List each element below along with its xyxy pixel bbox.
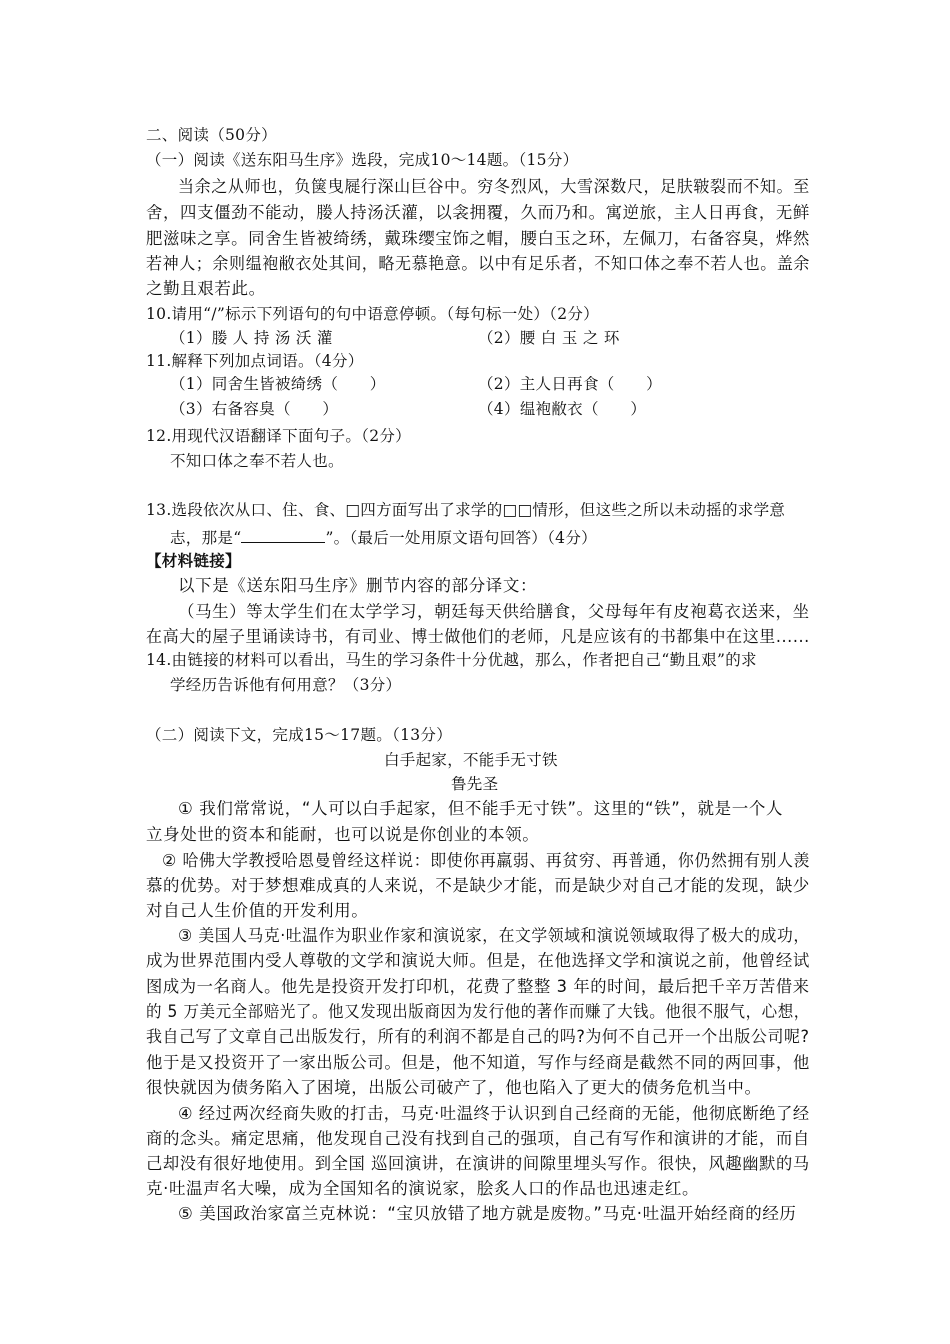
- answer-blank[interactable]: [241, 528, 325, 543]
- article-line: 成为世界范围内受人尊敬的文学和演说大师。但是，在他选择文学和演说之前，他曾经试: [146, 951, 810, 970]
- part1-heading: （一）阅读《送东阳马生序》选段，完成10～14题。（15分）: [146, 151, 579, 169]
- article-line: 慕的优势。对于梦想难成真的人来说，不是缺少才能，而是缺少对自己才能的发现，缺少: [146, 876, 810, 895]
- question-12-stem: 12.用现代汉语翻译下面句子。（2分）: [146, 427, 411, 445]
- question-14-line-1: 14.由链接的材料可以看出，马生的学习条件十分优越，那么，作者把自己“勤且艰”的求: [146, 651, 757, 669]
- article-author: 鲁先圣: [451, 775, 499, 793]
- question-11-stem: 11.解释下列加点词语。（4分）: [146, 352, 364, 370]
- passage-line: 舍，四支僵劲不能动，媵人持汤沃灌，以衾拥覆，久而乃和。寓逆旅，主人日再食，无鲜: [146, 203, 810, 222]
- question-14-line-2: 学经历告诉他有何用意？（3分）: [170, 676, 402, 694]
- article-line: 对自己人生价值的开发利用。: [146, 901, 369, 920]
- question-10-stem: 10.请用“/”标示下列语句的句中语意停顿。（每句标一处）（2分）: [146, 305, 599, 323]
- article-title: 白手起家，不能手无寸铁: [384, 751, 558, 769]
- passage-line: 肥滋味之享。同舍生皆被绮绣，戴珠缨宝饰之帽，腰白玉之环，左佩刀，右备容臭，烨然: [146, 229, 810, 248]
- article-line: 他于是又投资开了一家出版公司。但是，他不知道，写作与经商是截然不同的两回事，他: [146, 1053, 810, 1072]
- material-line-1: （马生）等太学生们在太学学习，朝廷每天供给膳食，父母每年有皮袍葛衣送来，坐: [178, 602, 810, 621]
- article-line: 克·吐温声名大噪，成为全国知名的演说家，脍炙人口的作品也迅速走红。: [146, 1179, 700, 1198]
- question-10-item-1: （1）媵 人 持 汤 沃 灌: [170, 329, 333, 347]
- article-line: 很快就因为债务陷入了困境，出版公司破产了，他也陷入了更大的债务危机当中。: [146, 1078, 762, 1097]
- article-line: 我自己写了文章自己出版发行，所有的利润不都是自己的吗?为何不自己开一个出版公司呢?: [146, 1027, 810, 1046]
- article-line: 商的念头。痛定思痛，他发现自己没有找到自己的强项，自己有写作和演讲的才能，而自: [146, 1129, 810, 1148]
- section-heading: 二、阅读（50分）: [146, 126, 277, 144]
- article-line: ④ 经过两次经商失败的打击，马克·吐温终于认识到自己经商的无能，他彻底断绝了经: [178, 1104, 810, 1123]
- article-line: 立身处世的资本和能耐，也可以说是你创业的本领。: [146, 825, 540, 844]
- article-line: 图成为一名商人。他先是投资开发打印机，花费了整整 3 年的时间，最后把千辛万苦借来: [146, 977, 810, 996]
- article-line: ① 我们常常说，“人可以白手起家，但不能手无寸铁”。这里的“铁”，就是一个人: [178, 799, 784, 818]
- material-line-2: 在高大的屋子里诵读诗书，有司业、博士做他们的老师，凡是应该有的书都集中在这里......: [146, 627, 810, 646]
- article-line: 己却没有很好地使用。到全国 巡回演讲，在演讲的间隙里埋头写作。很快，风趣幽默的马: [146, 1154, 810, 1173]
- question-11-item-2: （2）主人日再食（ ）: [478, 375, 662, 393]
- material-heading: 【材料链接】: [146, 551, 241, 570]
- passage-line: 当余之从师也，负箧曳屣行深山巨谷中。穷冬烈风，大雪深数尺，足肤皲裂而不知。至: [178, 177, 810, 196]
- question-13-line-2: [170, 528, 597, 547]
- question-13-suffix: ”。（最后一处用原文语句回答）（4分）: [325, 529, 597, 547]
- material-intro: 以下是《送东阳马生序》删节内容的部分译文：: [178, 576, 538, 595]
- article-line: ③ 美国人马克·吐温作为职业作家和演说家，在文学领域和演说领域取得了极大的成功，: [178, 926, 810, 945]
- article-line: ⑤ 美国政治家富兰克林说：“宝贝放错了地方就是废物。”马克·吐温开始经商的经历: [178, 1204, 797, 1223]
- question-11-item-4: （4）缊袍敝衣（ ）: [478, 400, 647, 418]
- question-11-item-1: （1）同舍生皆被绮绣（ ）: [170, 375, 386, 393]
- passage-line: 之勤且艰若此。: [146, 279, 266, 298]
- question-13-line-1: 13.选段依次从口、住、食、□四方面写出了求学的□□情形，但这些之所以未动摇的求学意: [146, 501, 786, 519]
- article-line: 的 5 万美元全部赔光了。他又发现出版商因为发行他的著作而赚了大钱。他很不服气，心想，: [146, 1002, 810, 1021]
- question-11-item-3: （3）右备容臭（ ）: [170, 400, 339, 418]
- question-12-sentence: 不知口体之奉不若人也。: [170, 452, 344, 470]
- passage-line: 若神人；余则缊袍敝衣处其间，略无慕艳意。以中有足乐者，不知口体之奉不若人也。盖余: [146, 254, 811, 273]
- part2-heading: （二）阅读下文，完成15～17题。（13分）: [146, 726, 453, 744]
- question-10-item-2: （2）腰 白 玉 之 环: [478, 329, 620, 347]
- article-line: ② 哈佛大学教授哈恩曼曾经这样说：即使你再羸弱、再贫穷、再普通，你仍然拥有别人羡: [162, 851, 811, 870]
- question-13-prefix: 志，那是“: [170, 529, 242, 547]
